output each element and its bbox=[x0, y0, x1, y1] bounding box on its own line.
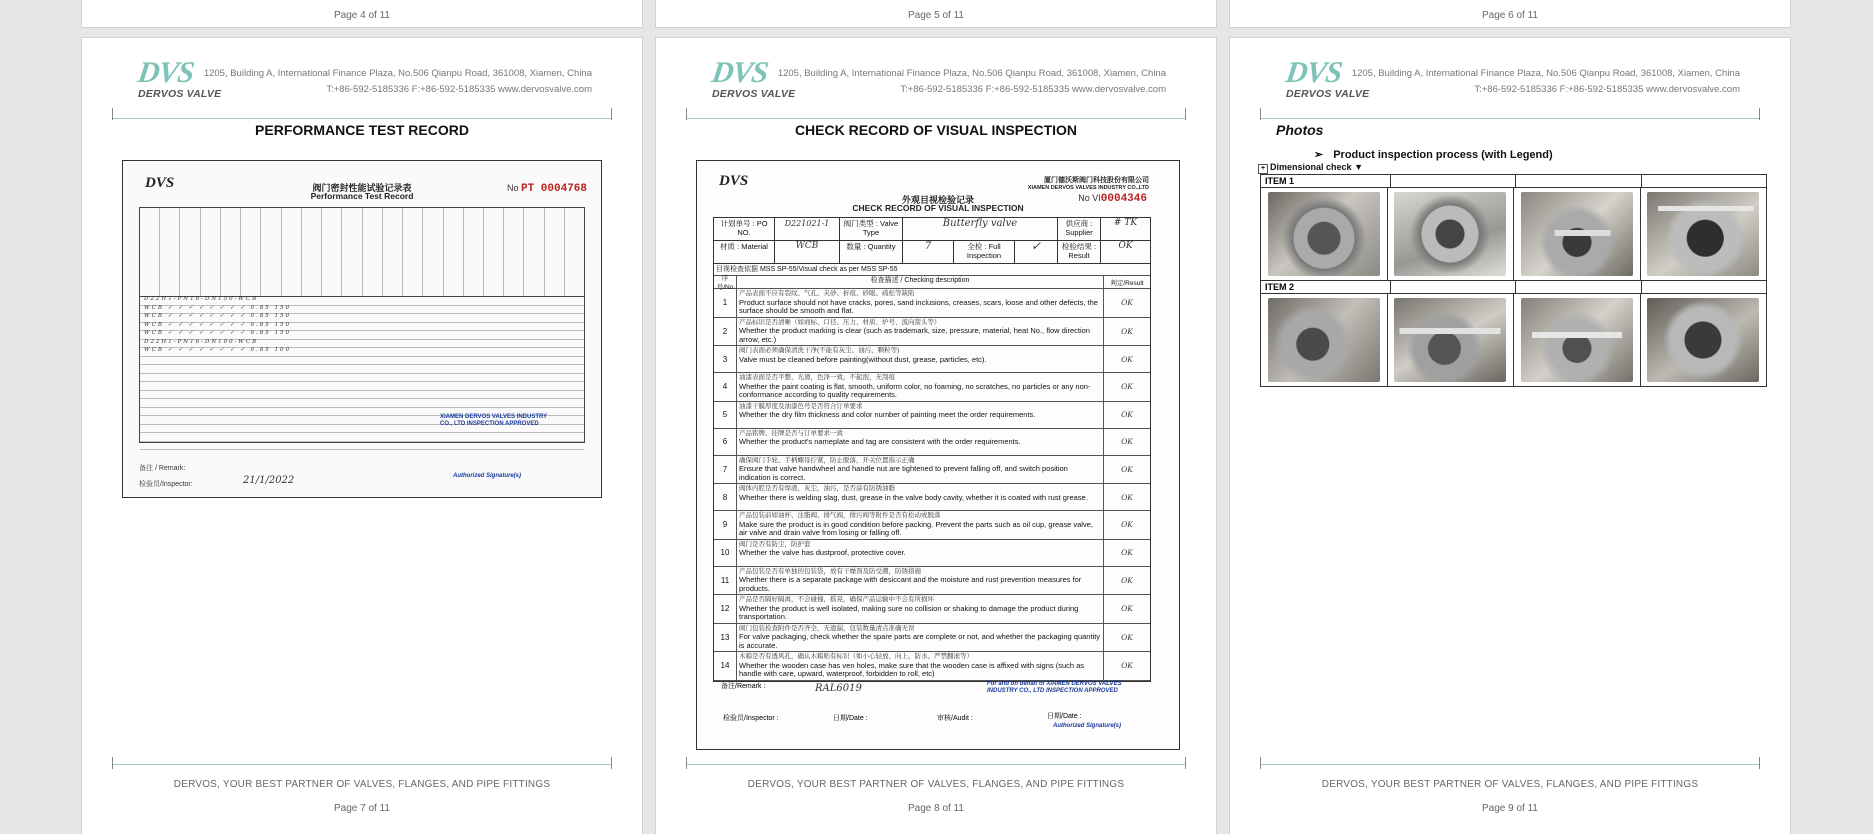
table-row bbox=[140, 399, 584, 408]
page-number: Page 9 of 11 bbox=[1482, 803, 1538, 814]
header-divider bbox=[686, 106, 1186, 119]
dimensional-check-dropdown[interactable]: + Dimensional check ▼ bbox=[1258, 162, 1363, 174]
photo-table bbox=[1260, 174, 1767, 387]
item-result: OK bbox=[1121, 604, 1133, 614]
item-result: OK bbox=[1121, 326, 1133, 336]
item-result: OK bbox=[1121, 464, 1133, 474]
item-description-en: Whether the dry film thickness and color number of painting meet the order requirements. bbox=[739, 410, 1036, 419]
table-row bbox=[140, 442, 584, 451]
valve-caliper-photo bbox=[1394, 192, 1506, 276]
page-number: Page 6 of 11 bbox=[1482, 10, 1538, 21]
header-address: 1205, Building A, International Finance Plaza, No.506 Qianpu Road, 361008, Xiamen, China T:+86-592-5185336 F:+86-592-5185335 www.dervosvalve.com bbox=[777, 68, 1166, 95]
item-description-en: Whether there is welding slag, dust, grease in the valve body cavity, whether it is coated with rust grease. bbox=[739, 492, 1088, 502]
scan-title-cn: 阀门密封性能试验记录表 bbox=[312, 183, 412, 193]
table-row bbox=[714, 484, 1150, 511]
date-label: 日期/Date : bbox=[833, 715, 868, 722]
item-description-cn: 产品包装前如油杯、注脂阀、排气阀，排污阀等附件是否有松动或脱落 bbox=[739, 512, 941, 519]
valve-caliper-photo bbox=[1268, 192, 1380, 276]
visual-inspection-scan bbox=[696, 160, 1180, 750]
item-description bbox=[737, 456, 1104, 484]
item-label-row: ITEM 2 bbox=[1261, 281, 1766, 294]
authorized-signature: Authorized Signature(s) bbox=[453, 473, 522, 479]
item-description-cn: 阀门包装检查附件是否齐全，无遗漏，包装数量清点准确无误 bbox=[739, 624, 915, 632]
item-number: 11 bbox=[714, 567, 737, 595]
item-number: 1 bbox=[714, 289, 737, 317]
item-description bbox=[737, 484, 1104, 510]
item-number: 6 bbox=[714, 429, 737, 455]
item-label-row: ITEM 1 bbox=[1261, 175, 1766, 188]
item-description-en: Whether the product is well isolated, making sure no collision or shaking to damage the product during transportation. bbox=[739, 603, 1079, 621]
table-row: WCB ✓ ✓ ✓ ✓ ✓ ✓ ✓ ✓ 0.85 100 bbox=[140, 348, 584, 357]
record-number: No VI0004346 bbox=[1078, 193, 1147, 205]
item-description-cn: 油漆干膜厚度及油漆色号是否符合订单要求 bbox=[739, 402, 863, 410]
table-row: D22H1-PN16-DN100-WCB bbox=[140, 340, 584, 349]
header-address: 1205, Building A, International Finance Plaza, No.506 Qianpu Road, 361008, Xiamen, China T:+86-592-5185336 F:+86-592-5185335 www.dervosvalve.com bbox=[1351, 68, 1740, 95]
remark-label: 备注 / Remark: bbox=[139, 465, 186, 472]
table-move-icon[interactable]: + bbox=[1258, 164, 1268, 174]
item-result: OK bbox=[1121, 437, 1133, 446]
table-row bbox=[140, 374, 584, 383]
item-number: 5 bbox=[714, 402, 737, 428]
standard-row: 目视检查依据 MSS SP-55/Visual check as per MSS SP-55 bbox=[714, 264, 1150, 276]
table-header: 序号/No 检查描述 / Checking description 判定/Result bbox=[714, 276, 1150, 289]
header-divider bbox=[1260, 106, 1760, 119]
item-description-cn: 产品包装是否有单独的包装袋，放有干燥剂及防受潮，防锈措施 bbox=[739, 567, 921, 575]
page-title: PERFORMANCE TEST RECORD bbox=[255, 122, 469, 138]
table-row bbox=[714, 402, 1150, 429]
item-description-cn: 阀门是否有防尘，防护套 bbox=[739, 540, 811, 548]
item-number: 12 bbox=[714, 595, 737, 623]
arrow-bullet-icon: ➢ bbox=[1314, 149, 1324, 161]
table-row bbox=[714, 595, 1150, 624]
item-description bbox=[737, 289, 1104, 317]
page-5-stub bbox=[656, 0, 1216, 27]
item-description bbox=[737, 567, 1104, 595]
bullet-item: ➢ Product inspection process (with Legend) bbox=[1314, 149, 1553, 161]
item-number: 8 bbox=[714, 484, 737, 510]
item-description-cn: 产品标识是否清晰（如商标、口径、压力、材质、炉号、流向箭头等） bbox=[739, 318, 941, 326]
scan-logo: DVS bbox=[719, 173, 749, 189]
table-row bbox=[714, 289, 1150, 318]
item-number: 14 bbox=[714, 652, 737, 680]
item-description bbox=[737, 624, 1104, 652]
table-row: WCB ✓ ✓ ✓ ✓ ✓ ✓ ✓ ✓ 0.85 150 bbox=[140, 331, 584, 340]
item-description bbox=[737, 511, 1104, 539]
item-description-en: Whether the product's nameplate and tag are consistent with the order requirements. bbox=[739, 437, 1021, 446]
item-description-cn: 油漆表面是否平整、光滑，色泽一致，不起泡，无刮痕 bbox=[739, 374, 895, 381]
table-row bbox=[714, 511, 1150, 540]
valve-caliper-photo bbox=[1647, 298, 1759, 382]
table-row: WCB ✓ ✓ ✓ ✓ ✓ ✓ ✓ ✓ 0.85 150 bbox=[140, 323, 584, 332]
table-row bbox=[140, 433, 584, 442]
item-description-cn: 阀门表面必须确保清洗干净(不能有灰尘、油污，颗粒等) bbox=[739, 347, 900, 354]
valve-caliper-photo bbox=[1521, 192, 1633, 276]
item-result: OK bbox=[1121, 382, 1133, 392]
scan-title-en: Performance Test Record bbox=[310, 191, 414, 201]
inspection-table bbox=[713, 217, 1151, 682]
item-description bbox=[737, 652, 1104, 680]
item-result: OK bbox=[1121, 298, 1133, 308]
table-row bbox=[714, 373, 1150, 402]
page-number: Page 7 of 11 bbox=[334, 803, 390, 814]
authorized-signature: Authorized Signature(s) bbox=[1053, 723, 1122, 729]
performance-test-scan bbox=[122, 160, 602, 498]
table-row bbox=[140, 357, 584, 366]
page-title: CHECK RECORD OF VISUAL INSPECTION bbox=[794, 122, 1078, 138]
table-row bbox=[714, 429, 1150, 456]
item-description-en: Whether the product marking is clear (such as trademark, size, pressure, material, heat No., flow direction arrow, etc.) bbox=[739, 326, 1090, 344]
item-result: OK bbox=[1121, 410, 1133, 419]
dervos-logo: DVS DERVOS VALVE bbox=[135, 56, 222, 100]
table-row bbox=[714, 567, 1150, 596]
item-result: OK bbox=[1121, 492, 1133, 502]
inspector-label: 检验员/Inspector: bbox=[139, 481, 193, 488]
item-description bbox=[737, 402, 1104, 428]
grid-header bbox=[140, 208, 584, 297]
inspector-label: 检验员/Inspector : bbox=[723, 715, 779, 722]
item-description bbox=[737, 318, 1104, 346]
item-result: OK bbox=[1121, 520, 1133, 530]
item-description bbox=[737, 595, 1104, 623]
footer-divider bbox=[112, 764, 612, 766]
item-description-en: Ensure that valve handwheel and handle nut are tightened to prevent falling off, and switch position indication is correct. bbox=[739, 464, 1068, 482]
valve-caliper-photo bbox=[1394, 298, 1506, 382]
check-items bbox=[714, 289, 1150, 681]
photo-row bbox=[1261, 294, 1766, 386]
item-description-en: Valve must be cleaned before painting(without dust, grease, particles, etc). bbox=[739, 354, 987, 364]
table-row bbox=[140, 391, 584, 400]
page-title: Photos bbox=[1276, 122, 1324, 138]
item-description bbox=[737, 540, 1104, 566]
header-address: 1205, Building A, International Finance Plaza, No.506 Qianpu Road, 361008, Xiamen, China T:+86-592-5185336 F:+86-592-5185335 www.dervosvalve.com bbox=[203, 68, 592, 95]
table-row: WCB ✓ ✓ ✓ ✓ ✓ ✓ ✓ ✓ 0.85 150 bbox=[140, 314, 584, 323]
record-number: No PT 0004768 bbox=[506, 183, 587, 195]
info-row-1: 计划单号 : PO NO. D221021-1 阀门类型 : Valve Type Butterfly valve 供应商 : Supplier # TK bbox=[714, 218, 1150, 241]
valve-caliper-photo bbox=[1268, 298, 1380, 382]
item-description-en: Make sure the product is in good condition before packing. Prevent the parts such as oil cup, grease valve, air valve and drain valve from losing or falling off. bbox=[739, 519, 1093, 537]
table-row: WCB ✓ ✓ ✓ ✓ ✓ ✓ ✓ ✓ 0.85 150 bbox=[140, 306, 584, 315]
page-8 bbox=[656, 38, 1216, 834]
date2-label: 日期/Date : bbox=[1047, 713, 1082, 720]
page-number: Page 4 of 11 bbox=[334, 10, 390, 21]
approval-stamp: XIAMEN DERVOS VALVES INDUSTRY CO., LTD INSPECTION APPROVED bbox=[440, 414, 548, 427]
item-description-cn: 确保阀门手轮、手柄螺母拧紧，防止脱落，开关位置指示正确 bbox=[739, 456, 915, 464]
footer-divider bbox=[686, 764, 1186, 766]
info-row-2: 材质 : Material WCB 数量 : Quantity 7 全检 : Full Inspection ✓ 检验结果 : Result OK bbox=[714, 241, 1150, 264]
footer-slogan: DERVOS, YOUR BEST PARTNER OF VALVES, FLANGES, AND PIPE FITTINGS bbox=[173, 779, 551, 790]
valve-caliper-photo bbox=[1521, 298, 1633, 382]
item-result: OK bbox=[1121, 548, 1133, 557]
item-number: 4 bbox=[714, 373, 737, 401]
table-row bbox=[714, 540, 1150, 567]
dervos-logo: DVS DERVOS VALVE bbox=[1283, 56, 1370, 100]
footer-slogan: DERVOS, YOUR BEST PARTNER OF VALVES, FLANGES, AND PIPE FITTINGS bbox=[747, 779, 1125, 790]
page-9 bbox=[1230, 38, 1790, 834]
dervos-logo: DVS DERVOS VALVE bbox=[709, 56, 796, 100]
item-number: 2 bbox=[714, 318, 737, 346]
item-number: 10 bbox=[714, 540, 737, 566]
item-description-en: For valve packaging, check whether the spare parts are complete or not, and whether the packaging quantity is accurate. bbox=[739, 632, 1101, 650]
page-4-stub bbox=[82, 0, 642, 27]
item-description-en: Whether the paint coating is flat, smooth, uniform color, no foaming, no scratches, no particles or any non-conformance according to quality requirements. bbox=[739, 381, 1091, 399]
item-number: 3 bbox=[714, 346, 737, 372]
scan-title-en: CHECK RECORD OF VISUAL INSPECTION bbox=[852, 203, 1024, 213]
table-row bbox=[140, 365, 584, 374]
valve-caliper-photo bbox=[1647, 192, 1759, 276]
item-description-en: Whether the wooden case has ven holes, make sure that the wooden case is affixed with signs (such as handle with care, upward, waterproof, forbidden to roll, etc) bbox=[739, 660, 1085, 678]
footer-divider bbox=[1260, 764, 1760, 766]
page-6-stub bbox=[1230, 0, 1790, 27]
item-description-cn: 产品是否隔好隔离，不会碰撞，摇晃，确保产品运输中不会有所损坏 bbox=[739, 596, 934, 603]
scan-title-cn: 外观目视检验记录 bbox=[901, 195, 974, 205]
item-description-cn: 产品表面不应有裂纹、气孔、夹砂、折痕、砂眼、疏松等缺陷 bbox=[739, 290, 915, 297]
item-number: 13 bbox=[714, 624, 737, 652]
table-row bbox=[714, 346, 1150, 373]
header-divider bbox=[112, 106, 612, 119]
item-description-cn: 木箱是否有透风孔，确认木箱贴有标识（如小心轻放、向上、防水、严禁翻滚等） bbox=[739, 653, 973, 660]
inspection-date: 21/1/2022 bbox=[243, 475, 295, 486]
table-row bbox=[714, 624, 1150, 653]
page-number: Page 8 of 11 bbox=[908, 803, 964, 814]
table-row bbox=[140, 382, 584, 391]
footer-slogan: DERVOS, YOUR BEST PARTNER OF VALVES, FLANGES, AND PIPE FITTINGS bbox=[1321, 779, 1699, 790]
table-row bbox=[714, 652, 1150, 681]
caret-down-icon[interactable]: ▼ bbox=[1354, 162, 1363, 172]
item-result: OK bbox=[1121, 575, 1133, 585]
table-row bbox=[714, 318, 1150, 347]
photo-row bbox=[1261, 188, 1766, 281]
remark-label: 备注/Remark : bbox=[721, 683, 766, 690]
audit-label: 审核/Audit : bbox=[937, 715, 973, 722]
item-number: 7 bbox=[714, 456, 737, 484]
item-number: 9 bbox=[714, 511, 737, 539]
item-description bbox=[737, 429, 1104, 455]
item-description bbox=[737, 346, 1104, 372]
approval-stamp: For and on behalf of XIAMEN DERVOS VALVES INDUSTRY CO., LTD INSPECTION APPROVED bbox=[987, 681, 1122, 694]
table-row: D22H1-PN16-DN150-WCB bbox=[140, 297, 584, 306]
item-description-en: Product surface should not have cracks, pores, sand inclusions, creases, scars, loose and other defects, the surface should be smooth and flat. bbox=[739, 297, 1098, 315]
item-description-en: Whether the valve has dustproof, protective cover. bbox=[739, 548, 906, 557]
remark-value: RAL6019 bbox=[815, 683, 862, 694]
test-grid bbox=[139, 207, 585, 443]
item-result: OK bbox=[1121, 632, 1133, 642]
scan-logo: DVS bbox=[145, 175, 175, 191]
scan-company: 厦门德沃斯阀门科技股份有限公司 XIAMEN DERVOS VALVES INDUSTRY CO.,LTD bbox=[1027, 177, 1149, 191]
item-description bbox=[737, 373, 1104, 401]
item-result: OK bbox=[1121, 661, 1133, 671]
item-description-cn: 阀体内腔是否有焊渣，灰尘，油污，是否涂有防锈油脂 bbox=[739, 485, 895, 492]
item-description-en: Whether there is a separate package with desiccant and the moisture and rust prevention measures for products. bbox=[739, 575, 1082, 593]
item-description-cn: 产品铭牌、挂牌是否与订单要求一致 bbox=[739, 429, 843, 437]
table-row bbox=[714, 456, 1150, 485]
page-number: Page 5 of 11 bbox=[908, 10, 964, 21]
page-7 bbox=[82, 38, 642, 834]
item-result: OK bbox=[1121, 354, 1133, 364]
